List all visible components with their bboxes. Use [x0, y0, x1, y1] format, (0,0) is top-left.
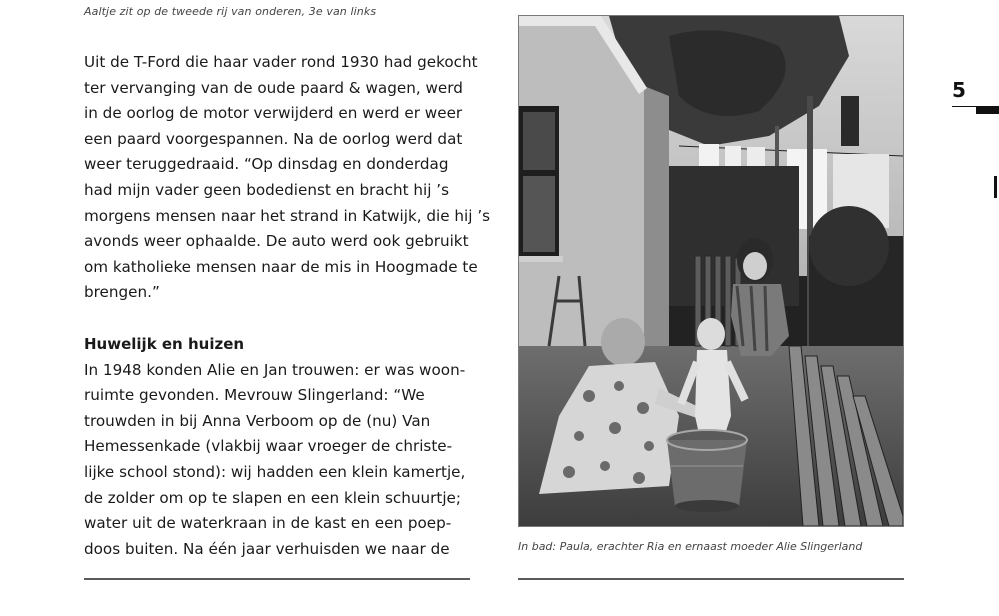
- text-line: lijke school stond): wij hadden een klein kamertje,: [84, 462, 466, 481]
- text-line: Uit de T-Ford die haar vader rond 1930 had gekocht: [84, 53, 478, 71]
- text-line: een paard voorgespannen. Na de oorlog werd dat: [84, 129, 463, 148]
- section-heading: Huwelijk en huizen: [84, 334, 245, 353]
- paragraph-tford: [84, 50, 491, 306]
- page-edge-mark: [994, 176, 997, 198]
- text-line: trouwden in bij Anna Verboom op de (nu) Van: [84, 411, 431, 430]
- page-tab-line: [952, 106, 976, 107]
- text-line: had mijn vader geen bodedienst en bracht hij ’s: [84, 180, 450, 199]
- left-column-rule: [84, 578, 470, 580]
- text-line: brengen.”: [84, 283, 160, 302]
- paragraph-huwelijk: [84, 358, 476, 563]
- text-line: de zolder om op te slapen en een klein schuurtje;: [84, 488, 462, 507]
- text-line: weer teruggedraaid. “Op dinsdag en donderdag: [84, 155, 449, 174]
- text-line: ruimte gevonden. Mevrouw Slingerland: “We: [84, 386, 425, 405]
- photo-illustration: [519, 16, 903, 526]
- text-line: avonds weer ophaalde. De auto werd ook gebruikt: [84, 232, 469, 251]
- text-line: water uit de waterkraan in de kast en een poep-: [84, 514, 452, 533]
- page-number: 5: [952, 78, 966, 102]
- top-photo-caption: Aaltje zit op de tweede rij van onderen, 3e van links: [84, 5, 377, 18]
- text-line: doos buiten. Na één jaar verhuisden we naar de: [84, 539, 450, 558]
- text-line: morgens mensen naar het strand in Katwijk, die hij ’s: [84, 206, 491, 225]
- text-line: In 1948 konden Alie en Jan trouwen: er was woon-: [84, 360, 466, 379]
- photo-caption: In bad: Paula, erachter Ria en ernaast moeder Alie Slingerland: [518, 540, 863, 553]
- page-tab: [976, 106, 999, 114]
- photo-bath-scene: [518, 15, 904, 527]
- text-line: Hemessenkade (vlakbij waar vroeger de christe-: [84, 437, 453, 456]
- text-line: in de oorlog de motor verwijderd en werd er weer: [84, 104, 463, 123]
- text-column: [84, 50, 491, 562]
- text-line: om katholieke mensen naar de mis in Hoogmade te: [84, 257, 478, 276]
- right-column-rule: [518, 578, 904, 580]
- text-line: ter vervanging van de oude paard & wagen, werd: [84, 78, 463, 97]
